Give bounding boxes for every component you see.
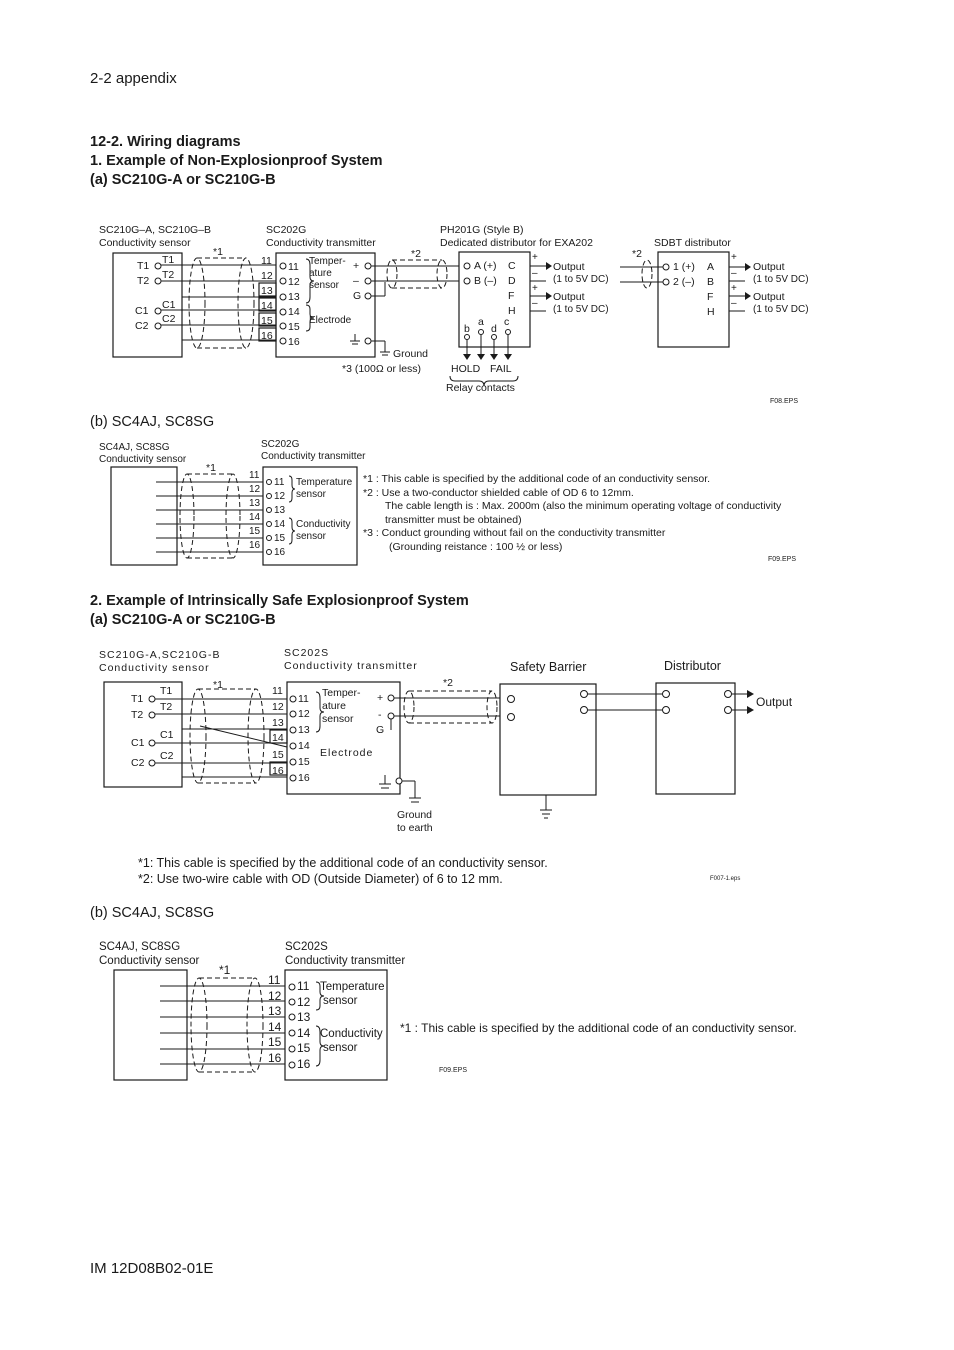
d2-outer-term-13: 13 (249, 498, 261, 509)
d1-wire-c1: C1 (162, 299, 176, 311)
d1-sdbt-out2-minus: – (731, 298, 737, 309)
d3-wire-t2: T2 (160, 701, 173, 713)
d1-inner-term-16: 16 (288, 336, 300, 348)
d3-distributor-title: Distributor (664, 659, 721, 673)
d3-sensor-desc: Conductivity sensor (99, 662, 210, 674)
d1-dist-model: PH201G (Style B) (440, 224, 524, 236)
d1-outer-term-13: 13 (261, 285, 273, 297)
d4-star1: *1 (219, 963, 231, 977)
d1-outer-term-16: 16 (261, 330, 273, 342)
d3-tx-plus: + (377, 692, 384, 704)
d4-tx-model: SC202S (285, 941, 328, 953)
section-title: 12-2. Wiring diagrams (90, 134, 241, 150)
d1-relay-b: b (464, 323, 470, 335)
d1-sdbt-h: H (707, 306, 715, 318)
d3-wire-t1: T1 (160, 685, 173, 697)
d1-ph-f: F (508, 290, 515, 302)
d2-outer-term-16: 16 (249, 540, 261, 551)
d2-inner-term-11: 11 (274, 477, 285, 488)
d1-figure-ref: F08.EPS (770, 398, 799, 405)
d3-outer-term-12: 12 (272, 701, 284, 713)
d2-tx-model: SC202G (261, 439, 300, 450)
d3-outer-term-14: 14 (272, 732, 284, 744)
d1-sensor-term-t1: T1 (137, 260, 150, 272)
d1-electrode-label: Electrode (309, 315, 352, 326)
d3-inner-term-15: 15 (298, 756, 310, 768)
d2-outer-term-15: 15 (249, 526, 261, 537)
d3-tx-model: SC202S (284, 647, 330, 659)
d2-inner-term-12: 12 (274, 491, 286, 502)
d1-wire-t2: T2 (162, 269, 175, 281)
d3-notes: *1: This cable is specified by the additional code of an conductivity sensor. *2: Use two-wire cable with OD (Outside Diameter) of 6 to 12 mm. (138, 856, 548, 886)
d1-relay-contacts: Relay contacts (446, 382, 515, 394)
example-1b-title: (b) SC4AJ, SC8SG (90, 414, 215, 430)
d2-temp-label: Temperature sensor (296, 477, 353, 500)
d2-tx-desc: Conductivity transmitter (261, 451, 366, 462)
d1-outer-term-14: 14 (261, 300, 273, 312)
d1-sdbt-range1: (1 to 5V DC) (753, 274, 809, 285)
d4-figure-ref: F09.EPS (439, 1067, 468, 1074)
d1-tx-model: SC202G (266, 224, 307, 236)
d1-sdbt-output1: Output (753, 261, 785, 273)
d3-sensor-model: SC210G-A,SC210G-B (99, 649, 221, 661)
d4-sensor-model: SC4AJ, SC8SG (99, 941, 181, 953)
d1-inner-term-15: 15 (288, 321, 300, 333)
d2-inner-term-15: 15 (274, 533, 286, 544)
d2-cond-label: Conductivity sensor (296, 519, 351, 542)
d1-wire-t1: T1 (162, 254, 175, 266)
d1-sdbt-in1: 1 (+) (673, 261, 695, 273)
d2-inner-term-16: 16 (274, 547, 286, 558)
d4-cable-wires (160, 986, 285, 1064)
d3-wire-c2: C2 (160, 750, 174, 762)
d1-ph-range2: (1 to 5V DC) (553, 304, 609, 315)
d1-sdbt-output2: Output (753, 291, 785, 303)
d1-ph-output2: Output (553, 291, 585, 303)
d1-inner-term-11: 11 (288, 261, 299, 273)
example-1-title: 1. Example of Non-Explosionproof System (90, 153, 383, 169)
d2-inner-term-13: 13 (274, 505, 286, 516)
d1-sdbt-range2: (1 to 5V DC) (753, 304, 809, 315)
d4-outer-term-nums: 11 12 13 14 15 16 (268, 973, 282, 1065)
d2-figure-ref: F09.EPS (768, 556, 797, 563)
d4-cond-label: Conductivity sensor (320, 1028, 383, 1054)
example-1a-title: (a) SC210G-A or SC210G-B (90, 172, 276, 188)
d4-inner-term-nums: 11 12 13 14 15 16 (297, 979, 311, 1071)
d1-sdbt-b: B (707, 276, 715, 288)
d1-inner-term-12: 12 (288, 276, 300, 288)
d1-ph-out1-plus: + (532, 252, 538, 263)
d1-sensor-term-t2: T2 (137, 275, 150, 287)
d2-outer-term-12: 12 (249, 484, 261, 495)
d1-relay-a: a (478, 316, 484, 328)
d1-sdbt-in2: 2 (–) (673, 276, 695, 288)
d1-hold: HOLD (451, 363, 481, 375)
d1-ph-h: H (508, 305, 516, 317)
d1-tx-plus: + (353, 260, 360, 272)
d1-ph-out1-minus: – (532, 268, 538, 279)
d2-notes: *1 : This cable is specified by the additional code of an conductivity sensor. *2 : Use a two-conductor shielded cable of OD 6 to 12mm. The cable length is : Max. 2000m (also the minimum operating voltage of conductivity transmitter must be obtained) *3 : Conduct grounding without fail on the conductivity transmitter (Grounding reistance : 100 ½ or less) (363, 473, 782, 553)
d4-tx-terminals (289, 984, 295, 1068)
d1-outer-term-11: 11 (261, 255, 272, 267)
d3-tx-desc: Conductivity transmitter (284, 660, 418, 672)
d3-ground-label: Ground to earth (397, 809, 433, 834)
d4-note: *1 : This cable is specified by the additional code of an conductivity sensor. (400, 1021, 797, 1035)
d1-relay-d: d (491, 323, 497, 335)
d1-sdbt-f: F (707, 291, 714, 303)
d3-barrier-title: Safety Barrier (510, 660, 587, 674)
d2-inner-term-14: 14 (274, 519, 286, 530)
d3-figure-ref: F007-1.eps (710, 876, 741, 882)
d1-fail: FAIL (490, 363, 512, 375)
d1-dist-desc: Dedicated distributor for EXA202 (440, 237, 593, 249)
d1-ph-d: D (508, 275, 516, 287)
d4-sensor-desc: Conductivity sensor (99, 955, 200, 967)
example-2a-title: (a) SC210G-A or SC210G-B (90, 612, 276, 628)
d3-output-label: Output (756, 695, 793, 709)
d1-sdbt-out1-minus: – (731, 268, 737, 279)
d3-sensor-term-t2: T2 (131, 709, 144, 721)
d3-sensor-term-c2: C2 (131, 757, 145, 769)
d1-ph-a: A (+) (474, 260, 497, 272)
page-header: 2-2 appendix (90, 70, 177, 87)
d1-ph-b: B (–) (474, 275, 497, 287)
d1-sensor-model: SC210G–A, SC210G–B (99, 224, 212, 236)
d1-ph-out2-minus: – (532, 298, 538, 309)
d4-temp-label: Temperature sensor (320, 981, 385, 1007)
d4-tx-desc: Conductivity transmitter (285, 955, 406, 967)
d3-star2: *2 (443, 677, 453, 689)
d1-ph-output1: Output (553, 261, 585, 273)
d1-tx-g: G (353, 290, 362, 302)
d1-sensor-term-c2: C2 (135, 320, 149, 332)
d1-sdbt-out1-plus: + (731, 252, 737, 263)
d3-inner-term-11: 11 (298, 693, 309, 705)
d1-ground-label: Ground (393, 348, 429, 360)
d3-wire-c1: C1 (160, 729, 174, 741)
d3-inner-term-13: 13 (298, 724, 310, 736)
d3-inner-term-14: 14 (298, 740, 310, 752)
d2-sensor-model: SC4AJ, SC8SG (99, 442, 170, 453)
d4-cable-shield (191, 978, 263, 1072)
d3-tx-minus: - (378, 709, 382, 721)
d1-star2: *2 (411, 248, 421, 260)
example-2b-title: (b) SC4AJ, SC8SG (90, 905, 215, 921)
d1-sdbt-out2-plus: + (731, 283, 737, 294)
d3-outer-term-13: 13 (272, 717, 284, 729)
d3-temp-label: Temper- ature sensor (322, 687, 361, 725)
d2-star1: *1 (206, 462, 216, 474)
d3-outer-term-11: 11 (272, 685, 283, 697)
d1-tx-desc: Conductivity transmitter (266, 237, 376, 249)
d3-star1: *1 (213, 679, 223, 691)
d2-outer-term-14: 14 (249, 512, 261, 523)
d1-sdbt-a: A (707, 261, 715, 273)
d1-star1: *1 (213, 246, 223, 258)
d1-temp-label: Temper- ature sensor (309, 256, 346, 291)
d3-tx-g: G (376, 724, 385, 736)
d3-sensor-term-c1: C1 (131, 737, 145, 749)
d3-electrode-label: Electrode (320, 747, 374, 759)
d3-outer-term-15: 15 (272, 749, 284, 761)
d1-ph-c: C (508, 260, 516, 272)
d2-outer-term-11: 11 (249, 470, 260, 481)
d1-outer-term-15: 15 (261, 315, 273, 327)
d2-sensor-desc: Conductivity sensor (99, 454, 187, 465)
d1-inner-term-14: 14 (288, 306, 300, 318)
d1-star2-sdbt: *2 (632, 248, 642, 260)
d1-ph-out2-plus: + (532, 283, 538, 294)
d3-outer-term-16: 16 (272, 765, 284, 777)
d3-inner-term-16: 16 (298, 772, 310, 784)
d1-relay-c: c (504, 316, 510, 328)
d1-outer-term-12: 12 (261, 270, 273, 282)
d1-inner-term-13: 13 (288, 291, 300, 303)
d1-tx-minus: – (353, 275, 359, 287)
d3-sensor-term-t1: T1 (131, 693, 144, 705)
d1-ground-note: *3 (100Ω or less) (342, 363, 422, 375)
d1-sensor-term-c1: C1 (135, 305, 149, 317)
d3-inner-term-12: 12 (298, 708, 310, 720)
d1-sensor-desc: Conductivity sensor (99, 237, 191, 249)
example-2-title: 2. Example of Intrinsically Safe Explosionproof System (90, 593, 469, 609)
d1-wire-c2: C2 (162, 313, 176, 325)
doc-id-footer: IM 12D08B02-01E (90, 1260, 214, 1277)
d1-sdbt-title: SDBT distributor (654, 237, 731, 249)
d1-ph-range1: (1 to 5V DC) (553, 274, 609, 285)
